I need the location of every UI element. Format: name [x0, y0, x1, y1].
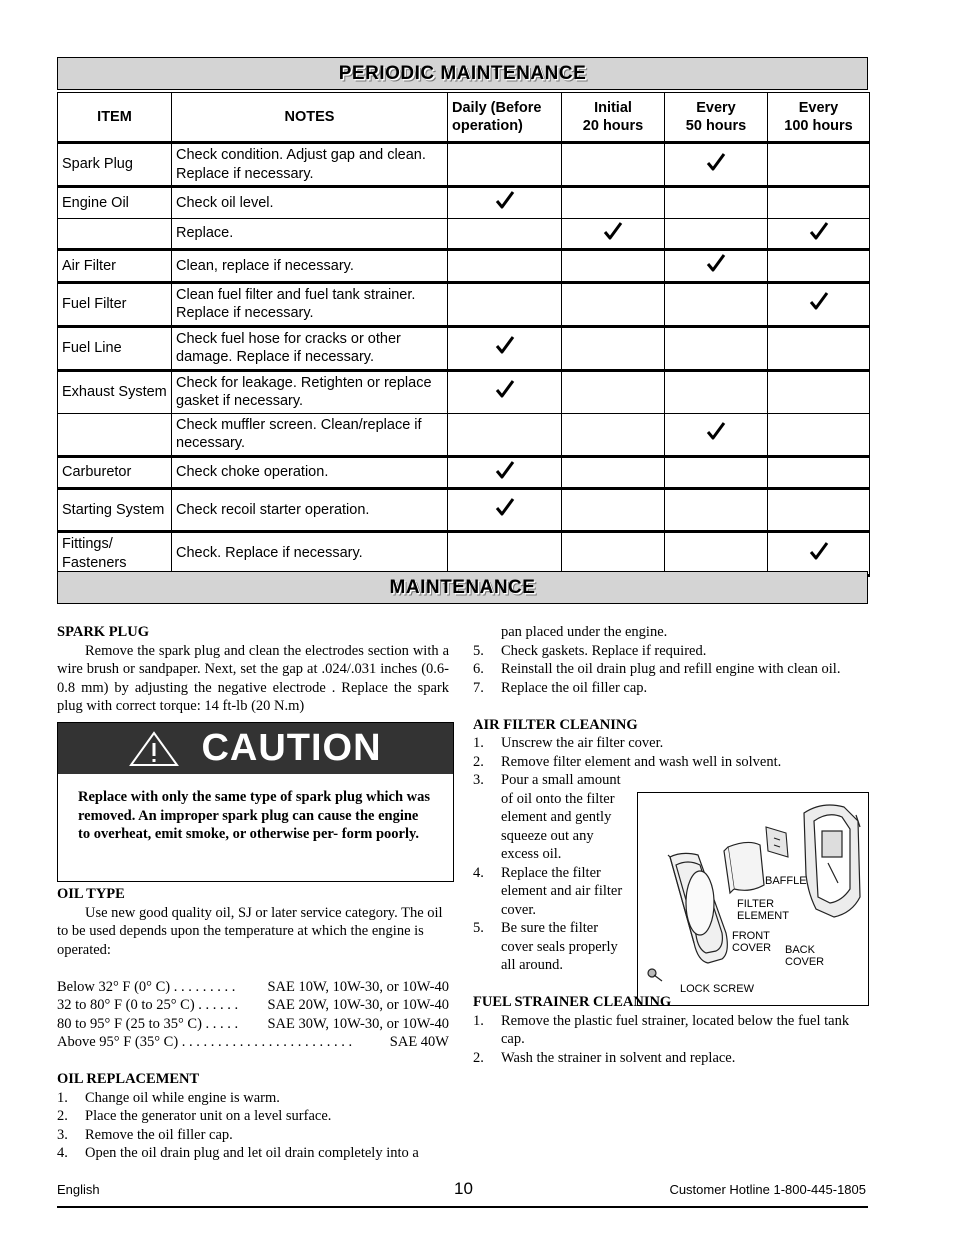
schedule-cell — [665, 250, 768, 283]
label-filter-line2: ELEMENT — [737, 910, 789, 922]
schedule-cell — [665, 489, 768, 532]
schedule-cell — [665, 326, 768, 370]
label-front-cover — [732, 930, 771, 954]
schedule-cell — [448, 187, 562, 219]
schedule-cell — [448, 456, 562, 489]
list-item — [473, 864, 633, 920]
row-item: Fittings/ Fasteners — [58, 532, 172, 576]
schedule-cell — [562, 456, 665, 489]
table-row — [58, 489, 870, 532]
schedule-cell — [768, 250, 870, 283]
oil-viscosity-row — [57, 1033, 449, 1052]
schedule-cell — [768, 489, 870, 532]
header-every-50 — [665, 93, 768, 143]
oil-replacement-heading: OIL REPLACEMENT — [57, 1071, 200, 1087]
schedule-cell — [562, 326, 665, 370]
table-header-row — [58, 93, 870, 143]
page-number: 10 — [454, 1179, 473, 1198]
header-item: ITEM — [58, 93, 172, 143]
label-filter-element — [737, 898, 789, 922]
label-front-line2: COVER — [732, 942, 772, 954]
spark-plug-section — [57, 623, 449, 716]
row-item — [58, 218, 172, 250]
row-item: Spark Plug — [58, 143, 172, 187]
header-initial — [562, 93, 665, 143]
baffle-drawing — [766, 827, 788, 857]
row-notes: Check for leakage. Retighten or replace gasket if necessary. — [172, 370, 448, 413]
step-text: Remove filter element and wash well in solvent. — [501, 753, 782, 770]
step-number: 7. — [473, 679, 484, 696]
table-row — [58, 413, 870, 456]
spark-plug-heading: SPARK PLUG — [57, 624, 149, 640]
row-item — [58, 413, 172, 456]
step-number: 1. — [473, 735, 484, 751]
caution-title: CAUTION — [201, 727, 382, 769]
list-item — [473, 660, 869, 679]
oil-viscosity-row — [57, 1015, 449, 1034]
list-item — [57, 1144, 449, 1163]
step-number: 1. — [473, 1012, 484, 1029]
list-item — [473, 771, 633, 864]
check-mark-icon — [495, 379, 515, 399]
label-filter-line1: FILTER — [737, 898, 775, 910]
list-item — [473, 1049, 869, 1068]
row-item: Fuel Line — [58, 326, 172, 370]
table-row — [58, 456, 870, 489]
label-back-line2: COVER — [785, 956, 825, 968]
header-e50-line1: Every — [696, 99, 736, 116]
step-text: Check gaskets. Replace if required. — [501, 642, 707, 659]
fuel-strainer-steps — [473, 1012, 869, 1068]
caution-text: Replace with only the same type of spark plug which was removed. An improper spark plug can cause the engine to overheat, emit smoke, or otherwise per- form poorly. — [78, 789, 431, 842]
check-mark-icon — [809, 291, 829, 311]
lock-screw-drawing — [648, 969, 662, 981]
oil-viscosity-row — [57, 978, 449, 997]
schedule-cell — [768, 326, 870, 370]
oil-temperature: 80 to 95° F (25 to 35° C) . . . . . — [57, 1015, 239, 1032]
header-daily — [448, 93, 562, 143]
step-number: 2. — [57, 1108, 68, 1124]
step-text: Replace the filter element and air filter cover. — [501, 864, 623, 918]
schedule-cell — [448, 143, 562, 187]
schedule-cell — [768, 218, 870, 250]
oil-type-section — [57, 885, 449, 1163]
schedule-cell — [665, 532, 768, 576]
check-mark-icon — [495, 335, 515, 355]
air-filter-diagram — [637, 792, 869, 1006]
schedule-cell — [562, 489, 665, 532]
list-item — [473, 919, 633, 975]
table-body — [58, 143, 870, 576]
schedule-cell — [562, 413, 665, 456]
list-item — [473, 753, 869, 772]
schedule-cell — [768, 532, 870, 576]
table-row — [58, 532, 870, 576]
check-mark-icon — [706, 421, 726, 441]
row-item: Engine Oil — [58, 187, 172, 219]
footer-hotline: Customer Hotline 1-800-445-1805 — [669, 1182, 866, 1197]
air-filter-steps-continued — [473, 771, 633, 975]
schedule-cell — [665, 143, 768, 187]
schedule-cell — [448, 489, 562, 532]
list-item — [57, 1126, 449, 1145]
table-row — [58, 218, 870, 250]
air-filter-steps — [473, 734, 869, 771]
back-cover-drawing — [804, 805, 860, 917]
schedule-cell — [562, 370, 665, 413]
check-mark-icon — [495, 460, 515, 480]
caution-box — [57, 722, 454, 882]
step-text: Remove the oil filler cap. — [85, 1126, 233, 1143]
schedule-cell — [448, 218, 562, 250]
page-footer — [57, 1176, 868, 1208]
oil-type-heading: OIL TYPE — [57, 886, 125, 902]
schedule-cell — [768, 282, 870, 326]
row-notes: Check condition. Adjust gap and clean. Replace if necessary. — [172, 143, 448, 187]
spark-plug-text: Remove the spark plug and clean the electrodes section with a wire brush or sandpaper. Next, set the gap at .024/.031 inches (0.6-0.8 mm) by adjusting the negative electrode . Replace the spark plug with correct torque: 14 ft-lb (20 N.m) — [57, 642, 449, 714]
footer-language: English — [57, 1182, 100, 1197]
step-number: 2. — [473, 753, 484, 770]
header-e100-line2: 100 hours — [784, 118, 853, 134]
step-number: 4. — [473, 864, 484, 881]
step-number: 5. — [473, 642, 484, 659]
table-row — [58, 282, 870, 326]
air-filter-heading: AIR FILTER CLEANING — [473, 716, 638, 733]
check-mark-icon — [495, 497, 515, 517]
table-row — [58, 250, 870, 283]
list-item — [473, 1012, 869, 1049]
oil-viscosity-row — [57, 996, 449, 1015]
header-e50-line2: 50 hours — [685, 118, 747, 134]
oil-grade: SAE 10W, 10W-30, or 10W-40 — [267, 978, 449, 995]
header-notes: NOTES — [172, 93, 448, 143]
schedule-cell — [448, 250, 562, 283]
schedule-cell — [448, 370, 562, 413]
schedule-cell — [768, 413, 870, 456]
check-mark-icon — [809, 221, 829, 241]
schedule-cell — [768, 370, 870, 413]
schedule-cell — [768, 143, 870, 187]
check-mark-icon — [495, 190, 515, 210]
schedule-cell — [665, 456, 768, 489]
row-notes: Replace. — [172, 218, 448, 250]
table-row — [58, 326, 870, 370]
oil-temperature: 32 to 80° F (0 to 25° C) . . . . . . — [57, 997, 239, 1013]
list-item — [57, 1089, 449, 1108]
check-mark-icon — [603, 221, 623, 241]
schedule-cell — [448, 326, 562, 370]
schedule-cell — [665, 282, 768, 326]
step-text: Remove the plastic fuel strainer, located below the fuel tank cap. — [501, 1012, 850, 1047]
schedule-cell — [448, 413, 562, 456]
oil-grade: SAE 40W — [389, 1034, 449, 1050]
oil-replacement-steps — [57, 1089, 449, 1163]
header-initial-line1: Initial — [594, 99, 632, 116]
schedule-cell — [665, 218, 768, 250]
schedule-cell — [665, 187, 768, 219]
row-item: Exhaust System — [58, 370, 172, 413]
schedule-cell — [448, 532, 562, 576]
step-text: Replace the oil filler cap. — [501, 679, 648, 696]
row-notes: Check fuel hose for cracks or other damage. Replace if necessary. — [172, 326, 448, 370]
step-text: Open the oil drain plug and let oil drain completely into a — [85, 1145, 419, 1161]
warning-triangle-icon — [129, 731, 179, 767]
row-notes: Clean fuel filter and fuel tank strainer. Replace if necessary. — [172, 282, 448, 326]
schedule-cell — [665, 370, 768, 413]
header-every-100 — [768, 93, 870, 143]
filter-element-drawing — [724, 842, 764, 893]
row-notes: Clean, replace if necessary. — [172, 250, 448, 283]
oil-grade: SAE 20W, 10W-30, or 10W-40 — [267, 997, 449, 1013]
oil-temperature: Above 95° F (35° C) . . . . . . . . . . . . . . . . . . . . . . . . — [57, 1034, 353, 1050]
row-item: Air Filter — [58, 250, 172, 283]
step-number: 4. — [57, 1145, 68, 1161]
step-number: 5. — [473, 920, 484, 936]
table-row — [58, 187, 870, 219]
caution-header — [58, 723, 453, 774]
list-item — [473, 734, 869, 753]
schedule-cell — [562, 143, 665, 187]
oil-replacement-steps-continued — [473, 642, 869, 698]
oil-temperature: Below 32° F (0° C) . . . . . . . . . — [57, 978, 236, 995]
row-notes: Check muffler screen. Clean/replace if necessary. — [172, 413, 448, 456]
step-number: 3. — [57, 1126, 68, 1143]
check-mark-icon — [706, 253, 726, 273]
schedule-cell — [768, 456, 870, 489]
header-daily-line1: Daily (Before — [452, 99, 542, 116]
label-lock-screw: LOCK SCREW — [680, 983, 754, 995]
row-notes: Check choke operation. — [172, 456, 448, 489]
step-text: Wash the strainer in solvent and replace. — [501, 1049, 736, 1066]
oil-replacement-continued: pan placed under the engine. — [501, 624, 668, 640]
schedule-cell — [562, 218, 665, 250]
front-cover-drawing — [668, 853, 727, 963]
step-number: 6. — [473, 661, 484, 677]
oil-grade: SAE 30W, 10W-30, or 10W-40 — [267, 1015, 449, 1032]
schedule-cell — [665, 413, 768, 456]
row-item: Fuel Filter — [58, 282, 172, 326]
row-item: Starting System — [58, 489, 172, 532]
schedule-cell — [448, 282, 562, 326]
step-text: Place the generator unit on a level surface. — [85, 1108, 332, 1124]
label-back-cover — [785, 944, 824, 968]
step-text: Unscrew the air filter cover. — [501, 735, 664, 751]
fuel-strainer-heading: FUEL STRAINER CLEANING — [473, 994, 672, 1010]
oil-viscosity-table — [57, 978, 449, 1052]
maintenance-schedule-table — [57, 92, 870, 577]
label-front-line1: FRONT — [732, 930, 770, 942]
row-notes: Check recoil starter operation. — [172, 489, 448, 532]
list-item — [57, 1107, 449, 1126]
check-mark-icon — [706, 152, 726, 172]
check-mark-icon — [809, 541, 829, 561]
row-notes: Check oil level. — [172, 187, 448, 219]
label-baffle: BAFFLE — [765, 875, 807, 887]
list-item — [473, 679, 869, 698]
schedule-cell — [768, 187, 870, 219]
step-text: Reinstall the oil drain plug and refill engine with clean oil. — [501, 661, 841, 677]
schedule-cell — [562, 532, 665, 576]
oil-type-text: Use new good quality oil, SJ or later service category. The oil to be used depends upon the temperature at which the engine is operated: — [57, 904, 443, 958]
header-e100-line1: Every — [798, 99, 839, 116]
table-row — [58, 370, 870, 413]
step-number: 3. — [473, 772, 484, 788]
list-item — [473, 642, 869, 661]
step-text: Be sure the filter cover seals properly all around. — [501, 920, 618, 973]
step-text: Change oil while engine is warm. — [85, 1089, 280, 1106]
header-initial-line2: 20 hours — [582, 118, 644, 134]
step-number: 1. — [57, 1089, 68, 1106]
label-back-line1: BACK — [785, 944, 815, 956]
schedule-cell — [562, 187, 665, 219]
header-daily-line2: operation) — [452, 118, 523, 134]
schedule-cell — [562, 282, 665, 326]
step-text: Pour a small amount of oil onto the filter element and gently squeeze out any excess oil. — [501, 772, 621, 862]
schedule-cell — [562, 250, 665, 283]
maintenance-title: MAINTENANCE — [57, 571, 868, 604]
row-item: Carburetor — [58, 456, 172, 489]
table-row — [58, 143, 870, 187]
periodic-maintenance-title: PERIODIC MAINTENANCE — [57, 57, 868, 90]
step-number: 2. — [473, 1049, 484, 1066]
row-notes: Check. Replace if necessary. — [172, 532, 448, 576]
